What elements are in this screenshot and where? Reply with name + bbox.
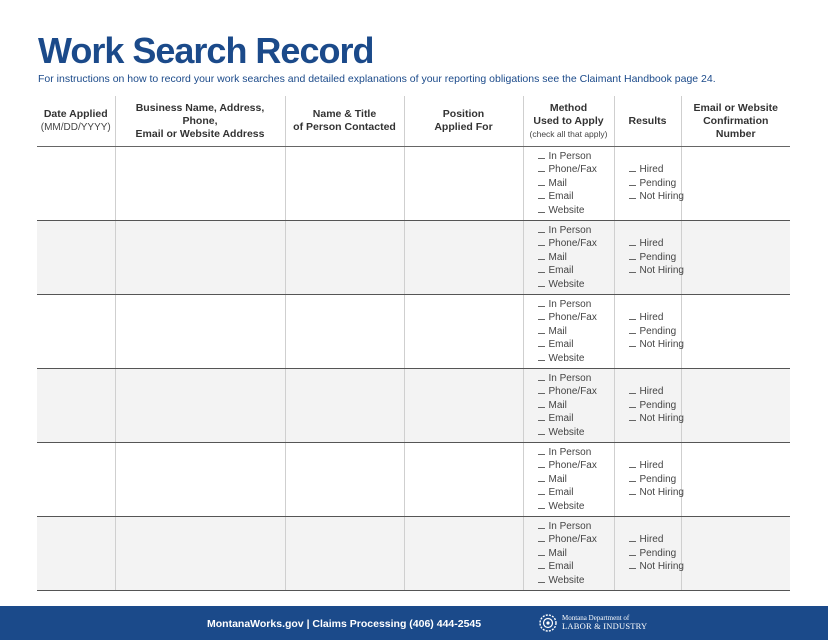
checkbox-blank[interactable] — [538, 224, 545, 233]
option-label: Website — [548, 574, 585, 586]
result-option[interactable] — [629, 311, 681, 325]
logo-line-1: Montana Department of — [562, 614, 630, 622]
method-cell — [523, 517, 614, 591]
work-search-table — [37, 96, 790, 591]
business-cell[interactable] — [115, 147, 285, 221]
option-label: Not Hiring — [639, 339, 684, 351]
checkbox-blank[interactable] — [538, 486, 545, 495]
person-cell[interactable] — [285, 147, 404, 221]
checkbox-blank[interactable] — [629, 486, 636, 495]
result-option[interactable] — [629, 547, 681, 561]
method-option[interactable] — [538, 190, 614, 204]
checkbox-blank[interactable] — [629, 190, 636, 199]
option-label: Hired — [639, 238, 664, 250]
checkbox-blank[interactable] — [538, 237, 545, 246]
checkbox-blank[interactable] — [629, 459, 636, 468]
results-cell — [614, 369, 684, 443]
method-option[interactable] — [538, 486, 614, 500]
option-label: In Person — [548, 520, 592, 532]
method-option[interactable] — [538, 163, 614, 177]
position-cell[interactable] — [404, 369, 523, 443]
method-option[interactable] — [538, 352, 614, 366]
checkbox-blank[interactable] — [538, 446, 545, 455]
option-label: Not Hiring — [639, 265, 684, 277]
results-cell — [614, 147, 684, 221]
option-label: Email — [548, 191, 574, 203]
result-option[interactable] — [629, 399, 681, 413]
option-label: Email — [548, 413, 574, 425]
option-label: In Person — [548, 372, 592, 384]
option-label: Email — [548, 487, 574, 499]
method-cell — [523, 295, 614, 369]
column-header-business: Business Name, Address, Phone, Email or Website Address — [115, 96, 285, 147]
checkbox-blank[interactable] — [629, 412, 636, 421]
person-cell[interactable] — [285, 295, 404, 369]
result-option[interactable] — [629, 560, 684, 574]
checkbox-blank[interactable] — [538, 459, 545, 468]
option-label: In Person — [548, 150, 592, 162]
option-label: Phone/Fax — [548, 534, 597, 546]
option-label: In Person — [548, 298, 592, 310]
method-option[interactable] — [538, 574, 614, 588]
result-option[interactable] — [629, 338, 684, 352]
column-header-person: Name & Title of Person Contacted — [285, 96, 404, 147]
date-cell[interactable] — [37, 443, 115, 517]
option-label: Not Hiring — [639, 191, 684, 203]
option-label: Mail — [548, 177, 567, 189]
option-label: Not Hiring — [639, 413, 684, 425]
result-option[interactable] — [629, 486, 684, 500]
checkbox-blank[interactable] — [538, 473, 545, 482]
date-cell[interactable] — [37, 147, 115, 221]
method-option[interactable] — [538, 412, 614, 426]
method-cell — [523, 221, 614, 295]
checkbox-blank[interactable] — [538, 150, 545, 159]
checkbox-blank[interactable] — [629, 237, 636, 246]
business-cell[interactable] — [115, 443, 285, 517]
option-label: Website — [548, 426, 585, 438]
result-option[interactable] — [629, 177, 681, 191]
page-title: Work Search Record — [38, 30, 374, 71]
option-label: Phone/Fax — [548, 238, 597, 250]
checkbox-blank[interactable] — [538, 533, 545, 542]
position-cell[interactable] — [404, 517, 523, 591]
method-options — [524, 224, 614, 292]
checkbox-blank[interactable] — [629, 251, 636, 260]
column-header-date: Date Applied (MM/DD/YYYY) — [37, 96, 115, 147]
result-option[interactable] — [629, 190, 684, 204]
option-label: Mail — [548, 251, 567, 263]
result-option[interactable] — [629, 412, 684, 426]
checkbox-blank[interactable] — [538, 264, 545, 273]
method-option[interactable] — [538, 533, 614, 547]
checkbox-blank[interactable] — [538, 298, 545, 307]
checkbox-blank[interactable] — [538, 372, 545, 381]
table-row — [37, 147, 790, 221]
method-cell — [523, 369, 614, 443]
method-option[interactable] — [538, 278, 614, 292]
method-option[interactable] — [538, 426, 614, 440]
checkbox-blank[interactable] — [538, 560, 545, 569]
column-header-position: Position Applied For — [404, 96, 523, 147]
result-option[interactable] — [629, 251, 681, 265]
result-option[interactable] — [629, 237, 681, 251]
method-option[interactable] — [538, 372, 614, 386]
person-cell[interactable] — [285, 517, 404, 591]
table-row — [37, 295, 790, 369]
option-label: Website — [548, 500, 585, 512]
option-label: Website — [548, 352, 585, 364]
result-options — [615, 459, 684, 500]
position-cell[interactable] — [404, 147, 523, 221]
option-label: Hired — [639, 460, 664, 472]
checkbox-blank[interactable] — [629, 177, 636, 186]
method-option[interactable] — [538, 520, 614, 534]
method-options — [524, 520, 614, 588]
confirmation-cell[interactable] — [681, 443, 790, 517]
option-label: Mail — [548, 399, 567, 411]
method-options — [524, 150, 614, 218]
checkbox-blank[interactable] — [629, 560, 636, 569]
option-label: Not Hiring — [639, 561, 684, 573]
column-header-results: Results — [614, 96, 681, 147]
method-option[interactable] — [538, 237, 614, 251]
confirmation-cell[interactable] — [681, 295, 790, 369]
method-option[interactable] — [538, 560, 614, 574]
option-label: Email — [548, 339, 574, 351]
option-label: Phone/Fax — [548, 460, 597, 472]
method-option[interactable] — [538, 251, 614, 265]
confirmation-cell[interactable] — [681, 221, 790, 295]
option-label: Mail — [548, 547, 567, 559]
result-option[interactable] — [629, 264, 684, 278]
checkbox-blank[interactable] — [629, 163, 636, 172]
result-option[interactable] — [629, 473, 681, 487]
checkbox-blank[interactable] — [538, 204, 545, 213]
column-header-method: Method Used to Apply (check all that apply) — [523, 96, 614, 147]
table-row — [37, 517, 790, 591]
method-option[interactable] — [538, 338, 614, 352]
option-label: Hired — [639, 386, 664, 398]
method-option[interactable] — [538, 150, 614, 164]
instructions-text: For instructions on how to record your work searches and detailed explanations of your reporting obligations see the Claimant Handbook page 24. — [38, 73, 716, 85]
checkbox-blank[interactable] — [538, 399, 545, 408]
option-label: Email — [548, 265, 574, 277]
checkbox-blank[interactable] — [538, 338, 545, 347]
position-cell[interactable] — [404, 443, 523, 517]
method-option[interactable] — [538, 325, 614, 339]
method-cell — [523, 147, 614, 221]
checkbox-blank[interactable] — [629, 264, 636, 273]
result-option[interactable] — [629, 533, 681, 547]
date-cell[interactable] — [37, 295, 115, 369]
method-options — [524, 446, 614, 514]
result-option[interactable] — [629, 325, 681, 339]
result-option[interactable] — [629, 385, 681, 399]
business-cell[interactable] — [115, 517, 285, 591]
result-option[interactable] — [629, 459, 681, 473]
footer-contact: MontanaWorks.gov | Claims Processing (406) 444-2545 — [207, 618, 482, 630]
option-label: Hired — [639, 312, 664, 324]
method-options — [524, 372, 614, 440]
method-option[interactable] — [538, 385, 614, 399]
business-cell[interactable] — [115, 369, 285, 443]
result-options — [615, 385, 684, 426]
table-row — [37, 369, 790, 443]
option-label: Pending — [639, 177, 677, 189]
option-label: Pending — [639, 251, 677, 263]
method-option[interactable] — [538, 500, 614, 514]
checkbox-blank[interactable] — [538, 426, 545, 435]
option-label: In Person — [548, 446, 592, 458]
result-option[interactable] — [629, 163, 681, 177]
logo-line-2: LABOR & INDUSTRY — [562, 621, 648, 631]
checkbox-blank[interactable] — [538, 352, 545, 361]
option-label: Phone/Fax — [548, 386, 597, 398]
method-option[interactable] — [538, 399, 614, 413]
position-cell[interactable] — [404, 295, 523, 369]
method-option[interactable] — [538, 264, 614, 278]
option-label: Phone/Fax — [548, 312, 597, 324]
checkbox-blank[interactable] — [629, 338, 636, 347]
method-option[interactable] — [538, 177, 614, 191]
option-label: Hired — [639, 534, 664, 546]
business-cell[interactable] — [115, 221, 285, 295]
option-label: Website — [548, 278, 585, 290]
checkbox-blank[interactable] — [538, 412, 545, 421]
footer-bar — [0, 606, 828, 640]
method-option[interactable] — [538, 473, 614, 487]
result-options — [615, 533, 684, 574]
method-option[interactable] — [538, 311, 614, 325]
checkbox-blank[interactable] — [538, 385, 545, 394]
date-cell[interactable] — [37, 369, 115, 443]
option-label: In Person — [548, 224, 592, 236]
confirmation-cell[interactable] — [681, 147, 790, 221]
method-option[interactable] — [538, 459, 614, 473]
checkbox-blank[interactable] — [538, 177, 545, 186]
checkbox-blank[interactable] — [538, 325, 545, 334]
confirmation-cell[interactable] — [681, 517, 790, 591]
position-cell[interactable] — [404, 221, 523, 295]
date-cell[interactable] — [37, 221, 115, 295]
checkbox-blank[interactable] — [629, 311, 636, 320]
option-label: Not Hiring — [639, 487, 684, 499]
method-option[interactable] — [538, 446, 614, 460]
checkbox-blank[interactable] — [538, 520, 545, 529]
date-cell[interactable] — [37, 517, 115, 591]
checkbox-blank[interactable] — [538, 251, 545, 260]
method-option[interactable] — [538, 204, 614, 218]
option-label: Mail — [548, 473, 567, 485]
option-label: Pending — [639, 325, 677, 337]
checkbox-blank[interactable] — [538, 311, 545, 320]
checkbox-blank[interactable] — [538, 574, 545, 583]
results-cell — [614, 295, 684, 369]
checkbox-blank[interactable] — [629, 385, 636, 394]
checkbox-blank[interactable] — [538, 278, 545, 287]
seal-icon — [538, 613, 558, 633]
person-cell[interactable] — [285, 443, 404, 517]
option-label: Email — [548, 561, 574, 573]
option-label: Hired — [639, 164, 664, 176]
option-label: Pending — [639, 473, 677, 485]
method-cell — [523, 443, 614, 517]
results-cell — [614, 517, 684, 591]
business-cell[interactable] — [115, 295, 285, 369]
checkbox-blank[interactable] — [538, 500, 545, 509]
option-label: Pending — [639, 547, 677, 559]
results-cell — [614, 443, 684, 517]
results-cell — [614, 221, 684, 295]
table-row — [37, 443, 790, 517]
column-header-confirmation: Email or Website Confirmation Number — [681, 96, 790, 147]
checkbox-blank[interactable] — [538, 163, 545, 172]
result-options — [615, 311, 684, 352]
checkbox-blank[interactable] — [629, 399, 636, 408]
checkbox-blank[interactable] — [629, 547, 636, 556]
confirmation-cell[interactable] — [681, 369, 790, 443]
option-label: Pending — [639, 399, 677, 411]
checkbox-blank[interactable] — [629, 473, 636, 482]
option-label: Mail — [548, 325, 567, 337]
method-option[interactable] — [538, 224, 614, 238]
table-header-row — [37, 96, 790, 147]
checkbox-blank[interactable] — [538, 190, 545, 199]
method-options — [524, 298, 614, 366]
checkbox-blank[interactable] — [538, 547, 545, 556]
checkbox-blank[interactable] — [629, 533, 636, 542]
person-cell[interactable] — [285, 221, 404, 295]
checkbox-blank[interactable] — [629, 325, 636, 334]
method-option[interactable] — [538, 547, 614, 561]
option-label: Phone/Fax — [548, 164, 597, 176]
method-option[interactable] — [538, 298, 614, 312]
result-options — [615, 237, 684, 278]
table-row — [37, 221, 790, 295]
person-cell[interactable] — [285, 369, 404, 443]
option-label: Website — [548, 204, 585, 216]
result-options — [615, 163, 684, 204]
